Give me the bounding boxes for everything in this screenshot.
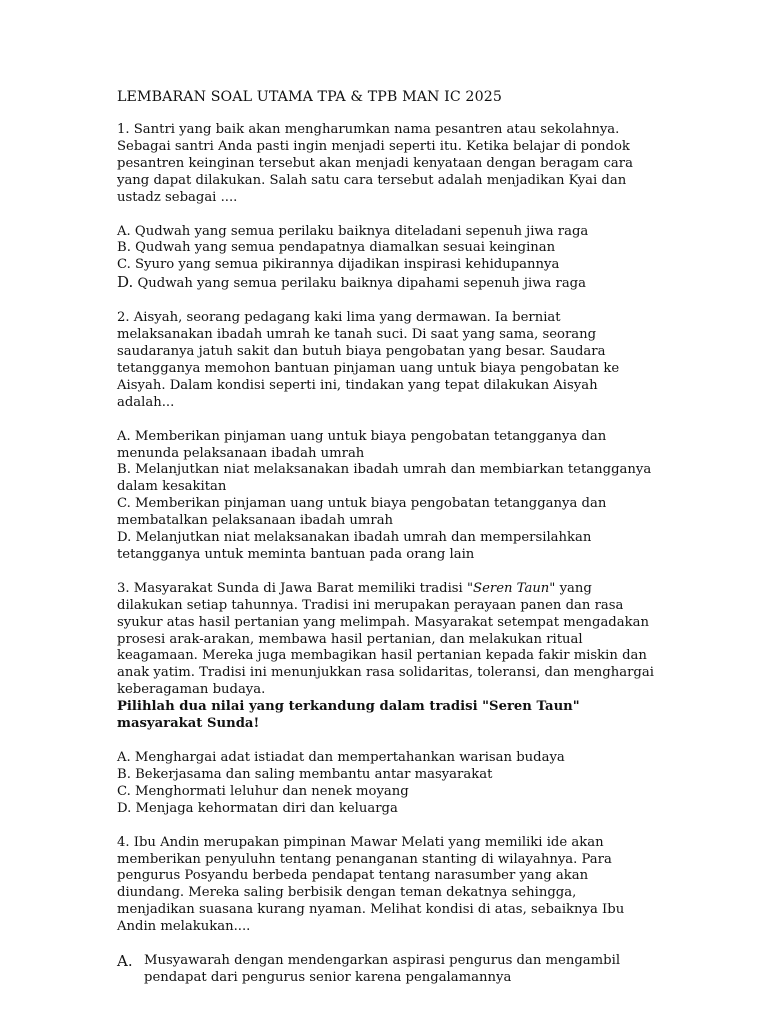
question-3-text-after: yang dilakukan setiap tahunnya. Tradisi ini merupakan perayaan panen dan rasa syukur atas hasil pertanian yang melimpah. Masyarakat setempat mengadakan prosesi arak-arakan, membawa hasil pertanian, dan melakukan ritual keagamaan. Mereka juga membagikan hasil pertanian kepada fakir miskin dan anak yatim. Tradisi ini menunjukkan rasa solidaritas, toleransi, dan menghargai keberagaman budaya. [117, 580, 654, 698]
question-3-option-c: C. Menghormati leluhur dan nenek moyang [117, 783, 409, 799]
question-4 [117, 835, 657, 987]
question-1 [117, 122, 657, 293]
question-4-text: 4. Ibu Andin merupakan pimpinan Mawar Melati yang memiliki ide akan memberikan penyuluhn tentang penanganan stanting di wilayahnya. Para pengurus Posyandu berbeda pendapat tentang narasumber yang akan diundang. Mereka saling berbisik dengan teman dekatnya sehingga, menjadikan suasana kurang nyaman. Melihat kondisi di atas, sebaiknya Ibu Andin melakukan.... [117, 834, 625, 935]
question-2-option-c: C. Memberikan pinjaman uang untuk biaya pengobatan tetangganya dan membatalkan pelaksanaan ibadah umrah [117, 496, 607, 529]
question-1-option-b: B. Qudwah yang semua pendapatnya diamalkan sesuai keinginan [117, 240, 556, 256]
question-3-option-a: A. Menghargai adat istiadat dan mempertahankan warisan budaya [117, 750, 565, 765]
question-3-text-italic: "Seren Taun" [466, 580, 556, 596]
question-1-option-d-letter: D. [117, 273, 134, 292]
question-3-option-d: D. Menjaga kehormatan diri dan keluarga [117, 800, 398, 816]
question-2-options [117, 429, 657, 564]
document-title: LEMBARAN SOAL UTAMA TPA & TPB MAN IC 2025 [117, 89, 502, 105]
question-3-text [117, 581, 657, 699]
question-1-text: 1. Santri yang baik akan mengharumkan nama pesantren atau sekolahnya. Sebagai santri Anda pasti ingin menjadi seperti itu. Ketika belajar di pondok pesantren keinginan tersebut akan menjadi kenyataan dengan beragam cara yang dapat dilakukan. Salah satu cara tersebut adalah menjadikan Kyai dan ustadz sebagai .... [117, 122, 633, 205]
question-2-text: 2. Aisyah, seorang pedagang kaki lima yang dermawan. Ia berniat melaksanakan ibadah umrah ke tanah suci. Di saat yang sama, seorang saudaranya jatuh sakit dan butuh biaya pengobatan yang besar. Saudara tetangganya memohon bantuan pinjaman uang untuk biaya pengobatan ke Aisyah. Dalam kondisi seperti ini, tindakan yang tepat dilakukan Aisyah adalah... [117, 310, 620, 410]
question-2 [117, 310, 657, 564]
question-3 [117, 581, 657, 818]
question-2-option-b: B. Melanjutkan niat melaksanakan ibadah umrah dan membiarkan tetangganya dalam kesakitan [117, 462, 652, 495]
question-3-option-b: B. Bekerjasama dan saling membantu antar masyarakat [117, 766, 493, 782]
question-1-option-d-text: Qudwah yang semua perilaku baiknya dipahami sepenuh jiwa raga [133, 276, 586, 292]
question-3-instruction: Pilihlah dua nilai yang terkandung dalam tradisi "Seren Taun" masyarakat Sunda! [117, 699, 580, 732]
question-1-option-d [117, 274, 657, 293]
question-1-options [117, 224, 657, 294]
question-3-options [117, 750, 657, 818]
question-4-option-a-letter: A. [117, 952, 133, 971]
question-4-option-a-text: Musyawarah dengan mendengarkan aspirasi pengurus dan mengambil pendapat dari pengurus senior karena pengalamannya [144, 953, 621, 985]
question-2-option-d: D. Melanjutkan niat melaksanakan ibadah umrah dan mempersilahkan tetangganya untuk meminta bantuan pada orang lain [117, 530, 592, 562]
question-2-option-a: A. Memberikan pinjaman uang untuk biaya pengobatan tetangganya dan menunda pelaksanaan ibadah umrah [117, 428, 607, 461]
question-1-option-c: C. Syuro yang semua pikirannya dijadikan inspirasi kehidupannya [117, 257, 560, 273]
document-page [117, 88, 657, 987]
question-3-text-before: 3. Masyarakat Sunda di Jawa Barat memiliki tradisi [117, 580, 467, 596]
question-4-option-a [117, 953, 657, 987]
question-1-option-a: A. Qudwah yang semua perilaku baiknya diteladani sepenuh jiwa raga [117, 223, 589, 239]
